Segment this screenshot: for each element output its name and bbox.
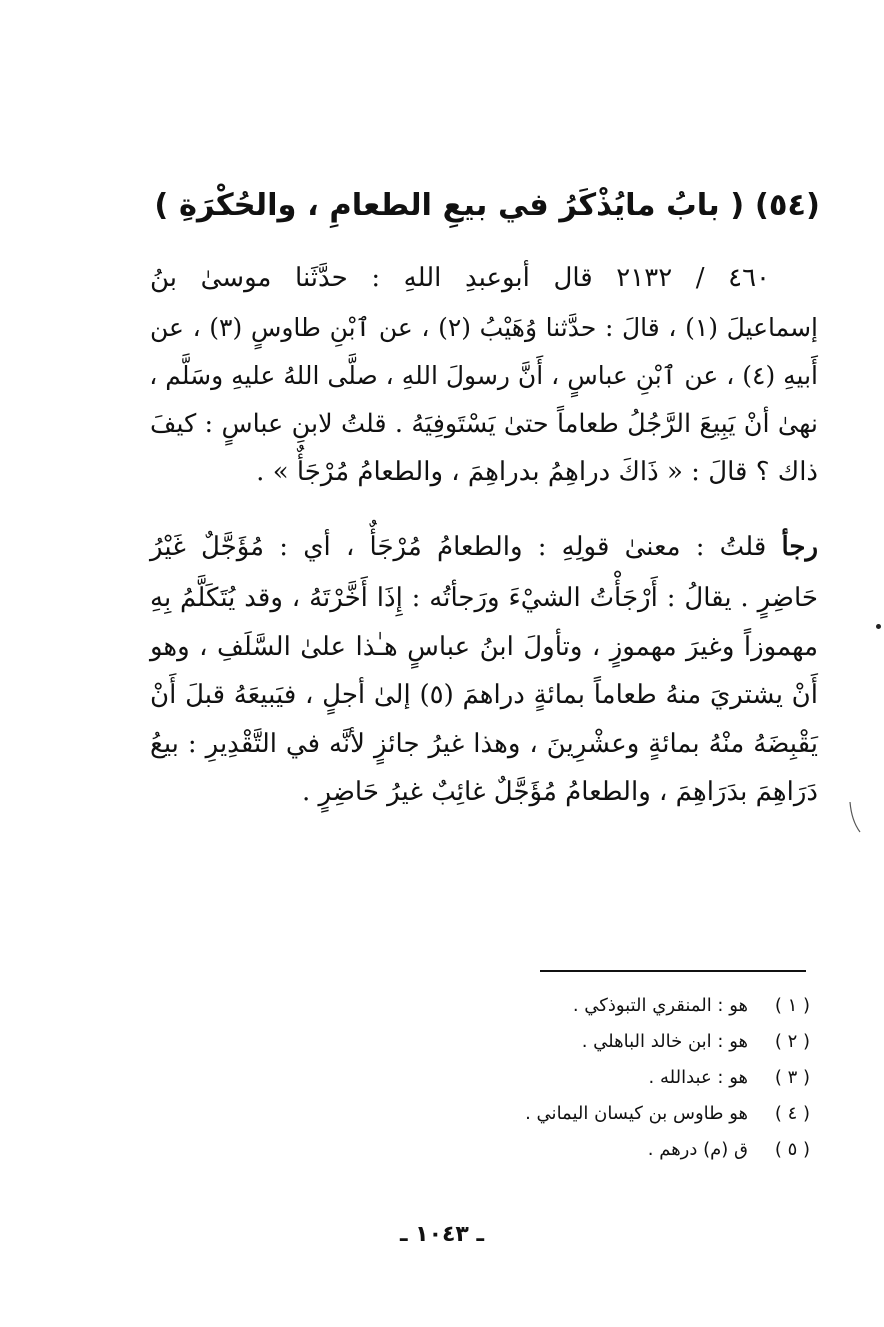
footnote-item	[380, 1024, 810, 1060]
footnote-marker: ( ٢ )	[774, 1031, 810, 1052]
footnote-marker: ( ٣ )	[774, 1067, 810, 1088]
margin-stroke	[848, 800, 862, 834]
footnote-text: هو : عبدالله .	[648, 1067, 748, 1088]
footnote-text: ق (م) درهم .	[647, 1139, 748, 1160]
footnote-item	[380, 1132, 810, 1168]
commentary-first-line	[150, 527, 818, 567]
chapter-title: (٥٤) ( بابُ مايُذْكَرُ في بيعِ الطعامِ ، والحُكْرَةِ )	[154, 188, 820, 223]
hadith-line: إسماعيلَ (١) ، قالَ : حدَّثنا وُهَيْبُ (٢) ، عن ٱبْنِ طاوسٍ (٣) ، عن	[150, 313, 819, 342]
footnote-text: هو : المنقري التبوذكي .	[572, 995, 748, 1016]
margin-dot	[876, 624, 881, 629]
footnote-separator	[540, 970, 806, 972]
hadith-line: ذاك ؟ قالَ : « ذَاكَ دراهِمُ بدراهِمَ ، والطعامُ مُرْجَأٌ » .	[256, 457, 818, 487]
commentary-line: دَرَاهِمَ بدَرَاهِمَ ، والطعامُ مُؤَجَّلٌ غائِبٌ غيرُ حَاضِرٍ .	[301, 777, 818, 807]
footnote-text: هو : ابن خالد الباهلي .	[581, 1031, 748, 1052]
footnote-marker: ( ٥ )	[774, 1139, 810, 1160]
page-number: ـ ١٠٤٣ ـ	[399, 1222, 485, 1247]
commentary-text: قلتُ : معنىٰ قولِهِ : والطعامُ مُرْجَأٌ ، أي : مُؤَجَّلٌ غَيْرُ	[150, 532, 767, 562]
commentary-line: يَقْبِضَهُ منْهُ بمائةٍ وعشْرِينَ ، وهذا غيرُ جائزٍ لأنَّه في التَّقْدِيرِ : بيعُ	[150, 729, 818, 759]
footnote-item	[380, 1096, 810, 1132]
footnote-item	[380, 1060, 810, 1096]
commentary-line: أَنْ يشتريَ منهُ طعاماً بمائةٍ دراهمَ (٥) إلىٰ أجلٍ ، فيَبيعَهُ قبلَ أَنْ	[150, 680, 819, 710]
footnote-item	[380, 988, 810, 1024]
hadith-line: أَبيهِ (٤) ، عن ٱبْنِ عباسٍ ، أَنَّ رسولَ اللهِ ، صلَّى اللهُ عليهِ وسَلَّم ،	[149, 361, 818, 390]
footnote-marker: ( ١ )	[774, 995, 810, 1016]
footnote-text: هو طاوس بن كيسان اليماني .	[525, 1103, 748, 1124]
hadith-line: ٤٦٠ / ٢١٣٢ قال أبوعبدِ اللهِ : حدَّثَنا موسىٰ بنُ	[150, 263, 771, 293]
commentary-line: مهموزاً وغيرَ مهموزٍ ، وتأولَ ابنُ عباسٍ هـٰذا علىٰ السَّلَفِ ، وهو	[150, 632, 818, 662]
footnotes	[380, 988, 810, 1168]
glossed-word: رجأ	[781, 532, 819, 562]
hadith-line: نهىٰ أنْ يَبِيعَ الرَّجُلُ طعاماً حتىٰ يَسْتَوفِيَهُ . قلتُ لابنِ عباسٍ : كيفَ	[150, 409, 818, 439]
footnote-marker: ( ٤ )	[774, 1103, 810, 1124]
commentary-line: حَاضِرٍ . يقالُ : أَرْجَأْتُ الشيْءَ ورَجأتُه : إِذَا أَخَّرْتَهُ ، وقد يُتَكَلَّمُ بِهِ	[150, 583, 818, 613]
